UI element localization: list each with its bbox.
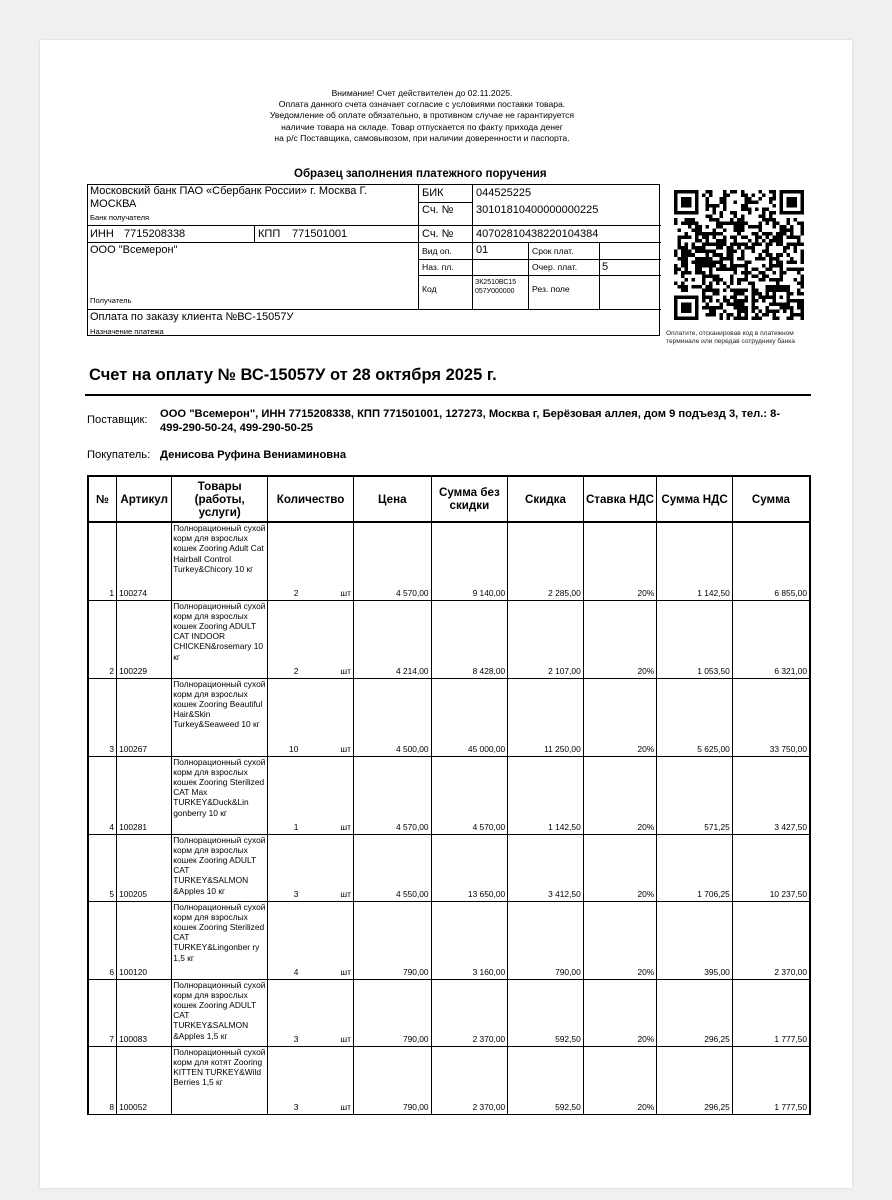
recipient-label: Получатель: [90, 296, 132, 305]
supplier-details: ООО "Всемерон", ИНН 7715208338, КПП 771501001, 127273, Москва г, Берёзовая аллея, дом 9 подъезд 3, тел.: 8-499-290-50-24, 499-290-50-25: [160, 408, 781, 434]
row-sum-no-discount: 45 000,00: [431, 678, 508, 756]
row-number: 3: [88, 678, 117, 756]
row-sum: 1 777,50: [732, 979, 810, 1046]
row-qty: 2: [268, 522, 301, 600]
table-row: [88, 600, 810, 678]
row-unit: шт: [300, 834, 353, 901]
srok-label: Срок плат.: [532, 246, 574, 256]
row-vat-rate: 20%: [583, 901, 657, 979]
corr-account-label: Сч. №: [422, 204, 454, 216]
row-article: 100052: [117, 1046, 172, 1114]
row-price: 4 550,00: [353, 834, 431, 901]
row-price: 4 214,00: [353, 600, 431, 678]
row-unit: шт: [300, 756, 353, 834]
table-row: [88, 522, 810, 600]
title-divider: [85, 394, 811, 396]
row-unit: шт: [300, 678, 353, 756]
inn-label: ИНН: [90, 228, 114, 240]
qr-caption: Оплатите, отсканировав код в платежном терминале или передав сотруднику банка: [666, 330, 795, 346]
payment-order-form: [87, 184, 660, 336]
table-row: [88, 901, 810, 979]
items-table: [87, 475, 811, 1115]
row-vat-sum: 571,25: [657, 756, 733, 834]
row-sum-no-discount: 8 428,00: [431, 600, 508, 678]
row-vat-rate: 20%: [583, 979, 657, 1046]
col-vat-rate: Ставка НДС: [583, 476, 657, 522]
row-qty: 1: [268, 756, 301, 834]
col-price: Цена: [353, 476, 431, 522]
row-unit: шт: [300, 600, 353, 678]
row-vat-sum: 1 142,50: [657, 522, 733, 600]
row-discount: 1 142,50: [508, 756, 584, 834]
row-article: 100120: [117, 901, 172, 979]
bik-value: 044525225: [476, 187, 532, 199]
col-vat-sum: Сумма НДС: [657, 476, 733, 522]
row-vat-sum: 1 053,50: [657, 600, 733, 678]
row-price: 4 570,00: [353, 756, 431, 834]
ocher-label: Очер. плат.: [532, 262, 578, 272]
row-discount: 790,00: [508, 901, 584, 979]
row-vat-sum: 395,00: [657, 901, 733, 979]
row-sum-no-discount: 13 650,00: [431, 834, 508, 901]
payment-purpose: Оплата по заказу клиента №ВС-15057У: [90, 311, 294, 323]
row-vat-sum: 296,25: [657, 1046, 733, 1114]
row-discount: 2 107,00: [508, 600, 584, 678]
col-article: Артикул: [117, 476, 172, 522]
kod-label: Код: [422, 284, 437, 294]
row-vat-sum: 296,25: [657, 979, 733, 1046]
recipient-name: ООО "Всемерон": [90, 244, 178, 256]
row-article: 100229: [117, 600, 172, 678]
row-number: 4: [88, 756, 117, 834]
validity-notice: [40, 88, 852, 144]
bank-label: Банк получателя: [90, 213, 150, 222]
table-row: [88, 834, 810, 901]
row-discount: 592,50: [508, 1046, 584, 1114]
row-sum-no-discount: 2 370,00: [431, 1046, 508, 1114]
row-number: 7: [88, 979, 117, 1046]
row-qty: 10: [268, 678, 301, 756]
row-qty: 3: [268, 834, 301, 901]
inn-value: 7715208338: [124, 228, 186, 240]
row-number: 5: [88, 834, 117, 901]
row-goods-name: Полнорационный сухой корм для взрослых кошек Zooring Adult Cat Hairball Control Turkey&Chicory 10 кг: [172, 522, 268, 600]
buyer-name: Денисова Руфина Вениаминовна: [160, 449, 347, 461]
row-goods-name: Полнорационный сухой корм для котят Zooring KITTEN TURKEY&Wild Berries 1,5 кг: [172, 1046, 268, 1114]
row-goods-name: Полнорационный сухой корм для взрослых кошек Zooring ADULT CAT TURKEY&SALMON &Apples 1,5 кг: [172, 979, 268, 1046]
notice-line: Оплата данного счета означает согласие с условиями поставки товара.: [278, 99, 566, 110]
purpose-label: Назначение платежа: [90, 327, 164, 336]
row-article: 100083: [117, 979, 172, 1046]
row-goods-name: Полнорационный сухой корм для взрослых кошек Zooring Beautiful Hair&Skin Turkey&Seaweed 10 кг: [172, 678, 268, 756]
row-goods-name: Полнорационный сухой корм для взрослых кошек Zooring Sterilized CAT TURKEY&Lingonber ry 1,5 кг: [172, 901, 268, 979]
rez-label: Рез. поле: [532, 284, 570, 294]
naz-label: Наз. пл.: [422, 262, 454, 272]
payment-order-title: Образец заполнения платежного поручения: [294, 168, 547, 180]
col-sum-no-discount: Сумма без скидки: [431, 476, 508, 522]
notice-line: Уведомление об оплате обязательно, в противном случае не гарантируется: [269, 110, 575, 121]
kod-value: ЗК2510ВС15 057У000000: [475, 279, 517, 295]
bank-name: Московский банк ПАО «Сбербанк России» г. Москва Г. МОСКВА: [90, 185, 368, 210]
row-article: 100267: [117, 678, 172, 756]
row-qty: 4: [268, 901, 301, 979]
col-sum: Сумма: [732, 476, 810, 522]
row-qty: 3: [268, 1046, 301, 1114]
row-vat-rate: 20%: [583, 600, 657, 678]
row-sum: 1 777,50: [732, 1046, 810, 1114]
row-vat-rate: 20%: [583, 522, 657, 600]
table-row: [88, 678, 810, 756]
col-qty: Количество: [268, 476, 354, 522]
row-sum-no-discount: 2 370,00: [431, 979, 508, 1046]
ocher-value: 5: [602, 261, 609, 273]
invoice-page: [40, 40, 852, 1188]
vid-label: Вид оп.: [422, 246, 452, 256]
row-number: 8: [88, 1046, 117, 1114]
row-article: 100274: [117, 522, 172, 600]
row-qty: 2: [268, 600, 301, 678]
row-sum: 6 855,00: [732, 522, 810, 600]
row-price: 790,00: [353, 901, 431, 979]
row-vat-rate: 20%: [583, 834, 657, 901]
row-unit: шт: [300, 979, 353, 1046]
row-vat-rate: 20%: [583, 678, 657, 756]
row-sum-no-discount: 3 160,00: [431, 901, 508, 979]
account-value: 40702810438220104384: [476, 228, 599, 240]
kpp-label: КПП: [258, 228, 281, 240]
row-sum: 10 237,50: [732, 834, 810, 901]
row-qty: 3: [268, 979, 301, 1046]
row-number: 1: [88, 522, 117, 600]
row-sum-no-discount: 9 140,00: [431, 522, 508, 600]
row-goods-name: Полнорационный сухой корм для взрослых кошек Zooring ADULT CAT INDOOR CHICKEN&rosemary 10 кг: [172, 600, 268, 678]
row-number: 2: [88, 600, 117, 678]
buyer-label: Покупатель:: [87, 449, 151, 461]
row-vat-sum: 1 706,25: [657, 834, 733, 901]
row-sum: 33 750,00: [732, 678, 810, 756]
table-row: [88, 756, 810, 834]
notice-line: Внимание! Счет действителен до 02.11.2025.: [331, 88, 513, 98]
invoice-title: Счет на оплату № ВС-15057У от 28 октября 2025 г.: [89, 366, 497, 384]
row-price: 4 500,00: [353, 678, 431, 756]
row-sum: 2 370,00: [732, 901, 810, 979]
row-vat-rate: 20%: [583, 756, 657, 834]
row-sum-no-discount: 4 570,00: [431, 756, 508, 834]
row-goods-name: Полнорационный сухой корм для взрослых кошек Zooring Sterilized CAT Max TURKEY&Duck&Lin gonberry 10 кг: [172, 756, 268, 834]
row-unit: шт: [300, 1046, 353, 1114]
row-sum: 3 427,50: [732, 756, 810, 834]
row-discount: 592,50: [508, 979, 584, 1046]
row-price: 790,00: [353, 979, 431, 1046]
vid-value: 01: [476, 244, 489, 256]
row-discount: 2 285,00: [508, 522, 584, 600]
row-price: 4 570,00: [353, 522, 431, 600]
row-discount: 11 250,00: [508, 678, 584, 756]
kpp-value: 771501001: [292, 228, 348, 240]
corr-account-value: 30101810400000000225: [476, 204, 599, 216]
notice-line: наличие товара на складе. Товар отпускается по факту прихода денег: [281, 121, 563, 132]
col-goods: Товары (работы, услуги): [172, 476, 268, 522]
row-goods-name: Полнорационный сухой корм для взрослых кошек Zooring ADULT CAT TURKEY&SALMON &Apples 10 кг: [172, 834, 268, 901]
row-unit: шт: [300, 901, 353, 979]
row-article: 100281: [117, 756, 172, 834]
row-vat-rate: 20%: [583, 1046, 657, 1114]
row-sum: 6 321,00: [732, 600, 810, 678]
notice-line: на р/с Поставщика, самовывозом, при наличии доверенности и паспорта.: [274, 132, 570, 143]
row-vat-sum: 5 625,00: [657, 678, 733, 756]
account-label: Сч. №: [422, 228, 454, 240]
row-number: 6: [88, 901, 117, 979]
col-num: №: [88, 476, 117, 522]
qr-code-icon: [674, 190, 804, 320]
row-price: 790,00: [353, 1046, 431, 1114]
supplier-label: Поставщик:: [87, 414, 148, 426]
col-discount: Скидка: [508, 476, 584, 522]
row-article: 100205: [117, 834, 172, 901]
row-discount: 3 412,50: [508, 834, 584, 901]
table-header-row: [88, 476, 810, 522]
table-row: [88, 979, 810, 1046]
bik-label: БИК: [422, 187, 444, 199]
table-row: [88, 1046, 810, 1114]
row-unit: шт: [300, 522, 353, 600]
